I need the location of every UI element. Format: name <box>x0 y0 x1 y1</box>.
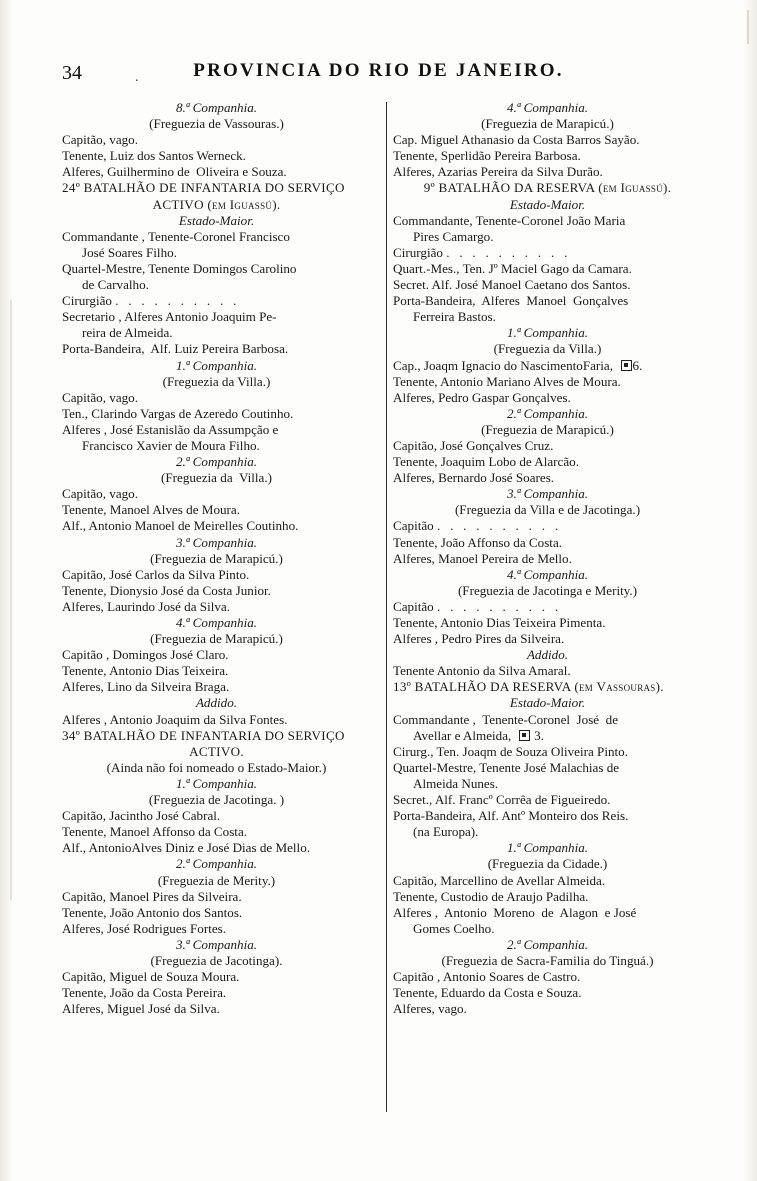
text-line: (na Europa). <box>413 824 479 840</box>
text-line: 3.ª Companhia. <box>175 534 258 550</box>
text-line: Capitão, José Carlos da Silva Pinto. <box>62 566 250 582</box>
text-line: Alferes, Pedro Gaspar Gonçalves. <box>393 389 571 405</box>
text-line: Ferreira Bastos. <box>413 309 496 325</box>
text-line: Alferes, vago. <box>393 1001 467 1017</box>
text-line: 34º BATALHÃO DE INFANTARIA DO SERVIÇO <box>62 727 345 743</box>
text-line: Alf., Antonio Manoel de Meirelles Coutinho. <box>62 518 299 534</box>
text-line: Estado-Maior. <box>509 695 586 711</box>
text-line: Alferes, Laurindo José da Silva. <box>62 598 230 614</box>
text-line: Alferes , Antonio Joaquim da Silva Fontes. <box>62 711 288 727</box>
text-line: Alferes, Miguel José da Silva. <box>62 1001 220 1017</box>
text-line: Capitão, vago. <box>62 132 138 148</box>
order-medal-icon <box>519 730 530 741</box>
text-line: Alferes , José Estanislão da Assumpção e <box>62 421 279 437</box>
text-line: (Freguezia de Marapicú.) <box>150 550 283 566</box>
text-line: Tenente, Antonio Dias Teixeira. <box>62 663 229 679</box>
text-line: 1.ª Companhia. <box>506 325 589 341</box>
text-line: Addido. <box>195 695 238 711</box>
text-line: (Freguezia de Jacotinga e Merity.) <box>457 582 638 598</box>
text-line: Commandante , Tenente-Coronel José de <box>393 711 619 727</box>
text-line: Tenente, Manoel Affonso da Costa. <box>62 824 248 840</box>
text-line: Alferes, Manoel Pereira de Mello. <box>393 550 572 566</box>
text-line: Secretario , Alferes Antonio Joaquim Pe- <box>62 309 277 325</box>
text-line: 1.ª Companhia. <box>175 775 258 791</box>
text-line: 1.ª Companhia. <box>175 357 258 373</box>
text-line: 9º BATALHÃO DA RESERVA (em Iguassú). <box>423 180 672 196</box>
text-line: Tenente, Antonio Mariano Alves de Moura. <box>393 373 621 389</box>
text-line: Alferes, Lino da Silveira Braga. <box>62 679 230 695</box>
left-text-column <box>62 100 381 1017</box>
text-line: Alf., AntonioAlves Diniz e José Dias de Mello. <box>62 840 311 856</box>
text-line: (Freguezia de Vassouras.) <box>149 116 284 132</box>
text-line: Alferes, Guilhermino de Oliveira e Souza. <box>62 164 287 180</box>
text-line: Commandante, Tenente-Coronel João Maria <box>393 212 626 228</box>
text-line: Tenente Antonio da Silva Amaral. <box>393 663 571 679</box>
text-line: Almeida Nunes. <box>413 775 499 791</box>
text-line: Tenente, Joaquim Lobo de Alarcão. <box>393 454 579 470</box>
text-line: (Freguezia da Villa.) <box>493 341 602 357</box>
text-line: Estado-Maior. <box>509 196 586 212</box>
text-line: (Freguezia de Marapicú.) <box>481 421 614 437</box>
text-line: Pires Camargo. <box>413 228 494 244</box>
text-line: Quart.-Mes., Ten. Jº Maciel Gago da Camara. <box>393 260 632 276</box>
text-line: Cap. Miguel Athanasio da Costa Barros Sayão. <box>393 132 640 148</box>
text-line: (Freguezia de Sacra-Familia do Tinguá.) <box>441 952 654 968</box>
page-right-edge-shadow <box>743 0 757 1181</box>
text-line: Cap., Joaqm Ignacio do NascimentoFaria, 6. <box>393 357 643 373</box>
text-line: Capitão, José Gonçalves Cruz. <box>393 437 554 453</box>
text-line: Alferes , Pedro Pires da Silveira. <box>393 631 565 647</box>
text-line: Alferes, Bernardo José Soares. <box>393 470 555 486</box>
text-line: (Freguezia de Jacotinga). <box>150 952 283 968</box>
text-line: 1.ª Companhia. <box>506 840 589 856</box>
text-line: Porta-Bandeira, Alf. Luiz Pereira Barbosa. <box>62 341 289 357</box>
text-line: 2.ª Companhia. <box>506 405 589 421</box>
page-title: PROVINCIA DO RIO DE JANEIRO. <box>193 60 564 81</box>
text-line: 2.ª Companhia. <box>175 454 258 470</box>
text-line: Tenente, Dionysio José da Costa Junior. <box>62 582 271 598</box>
text-line: Secret., Alf. Francº Corrêa de Figueiredo. <box>393 792 611 808</box>
text-line: Quartel-Mestre, Tenente José Malachias de <box>393 759 620 775</box>
text-line: Capitão, Miguel de Souza Moura. <box>62 969 240 985</box>
text-line: 24º BATALHÃO DE INFANTARIA DO SERVIÇO <box>62 180 345 196</box>
text-line: Capitão , Antonio Soares de Castro. <box>393 969 581 985</box>
text-line: Capitão, vago. <box>62 486 138 502</box>
text-line: 8.ª Companhia. <box>175 100 258 115</box>
text-line: Capitão, Marcellino de Avellar Almeida. <box>393 872 606 888</box>
text-line: Alferes, Azarias Pereira da Silva Durão. <box>393 164 603 180</box>
text-line: Tenente, João da Costa Pereira. <box>62 985 227 1001</box>
text-line: Capitão, Manoel Pires da Silveira. <box>62 888 242 904</box>
text-line: (Freguezia de Jacotinga. ) <box>148 792 285 808</box>
text-line: 4.ª Companhia. <box>506 566 589 582</box>
page-number: 34 <box>62 62 82 84</box>
text-line: (Freguezia da Villa.) <box>162 373 271 389</box>
text-line: Estado-Maior. <box>178 212 255 228</box>
text-line: (Freguezia da Villa.) <box>161 470 272 486</box>
text-line: (Freguezia de Merity.) <box>157 872 276 888</box>
text-line: Tenente, Antonio Dias Teixeira Pimenta. <box>393 615 606 630</box>
text-line: Capitão, Jacintho José Cabral. <box>62 808 221 824</box>
text-line: Quartel-Mestre, Tenente Domingos Carolino <box>62 260 297 276</box>
text-line: 4.ª Companhia. <box>506 100 589 115</box>
text-line: Cirurgião . . . . . . . . . . <box>62 293 237 309</box>
text-line: Tenente, João Antonio dos Santos. <box>62 904 243 920</box>
text-line: ACTIVO (em Iguassú). <box>152 196 281 212</box>
right-text-column <box>381 100 702 1017</box>
text-line: de Carvalho. <box>82 277 149 293</box>
text-line: 3.ª Companhia. <box>506 486 589 502</box>
order-medal-icon <box>621 360 632 371</box>
text-line: Alferes , Antonio Moreno de Alagon e José <box>393 904 637 920</box>
text-line: Capitão . . . . . . . . . . <box>393 518 559 534</box>
text-line: reira de Almeida. <box>82 325 173 341</box>
text-line: Capitão . . . . . . . . . . <box>393 598 559 614</box>
text-line: Tenente, Sperlidão Pereira Barbosa. <box>393 148 581 164</box>
text-line: Ten., Clarindo Vargas de Azeredo Coutinho. <box>62 405 294 421</box>
text-line: Tenente, João Affonso da Costa. <box>393 534 563 550</box>
text-line: 4.ª Companhia. <box>175 615 258 630</box>
text-line: 3.ª Companhia. <box>175 936 258 952</box>
text-line: Porta-Bandeira, Alferes Manoel Gonçalves <box>393 293 629 309</box>
page-header <box>0 60 757 82</box>
text-line: ACTIVO. <box>189 743 244 759</box>
text-line: Tenente, Eduardo da Costa e Souza. <box>393 985 582 1001</box>
text-line: (Freguezia de Marapicú.) <box>481 116 614 132</box>
text-line: 2.ª Companhia. <box>506 936 589 952</box>
text-line: Alferes, José Rodrigues Fortes. <box>62 920 227 936</box>
text-line: Avellar e Almeida, 3. <box>413 727 544 743</box>
text-line: (Ainda não foi nomeado o Estado-Maior.) <box>106 759 327 775</box>
text-line: Cirurg., Ten. Joaqm de Souza Oliveira Pinto. <box>393 743 628 759</box>
text-line: Francisco Xavier de Moura Filho. <box>82 437 260 453</box>
text-line: Capitão, vago. <box>62 389 138 405</box>
text-line: Tenente, Custodio de Araujo Padilha. <box>393 888 589 904</box>
text-line: Commandante , Tenente-Coronel Francisco <box>62 228 290 244</box>
text-line: (Freguezia da Villa e de Jacotinga.) <box>454 502 641 518</box>
text-line: (Freguezia da Cidade.) <box>487 856 608 872</box>
text-line: 2.ª Companhia. <box>175 856 258 872</box>
scan-artifact-top-right <box>747 10 749 44</box>
page-number-dot: . <box>135 70 139 85</box>
text-line: Addido. <box>526 647 569 663</box>
text-line: (Freguezia de Marapicú.) <box>150 631 283 647</box>
text-line: José Soares Filho. <box>82 244 177 260</box>
text-line: Tenente, Luiz dos Santos Werneck. <box>62 148 246 164</box>
text-line: Secret. Alf. José Manoel Caetano dos Santos. <box>393 277 631 293</box>
text-line: 13º BATALHÃO DA RESERVA (em Vassouras). <box>393 679 664 695</box>
text-line: Cirurgião . . . . . . . . . . <box>393 244 568 260</box>
text-line: Porta-Bandeira, Alf. Antº Monteiro dos Reis. <box>393 808 629 824</box>
text-line: Gomes Coelho. <box>413 920 495 936</box>
text-line: Capitão , Domingos José Claro. <box>62 647 229 663</box>
scan-artifact-left-margin <box>10 300 12 900</box>
text-columns <box>62 100 702 1017</box>
text-line: Tenente, Manoel Alves de Moura. <box>62 502 240 518</box>
